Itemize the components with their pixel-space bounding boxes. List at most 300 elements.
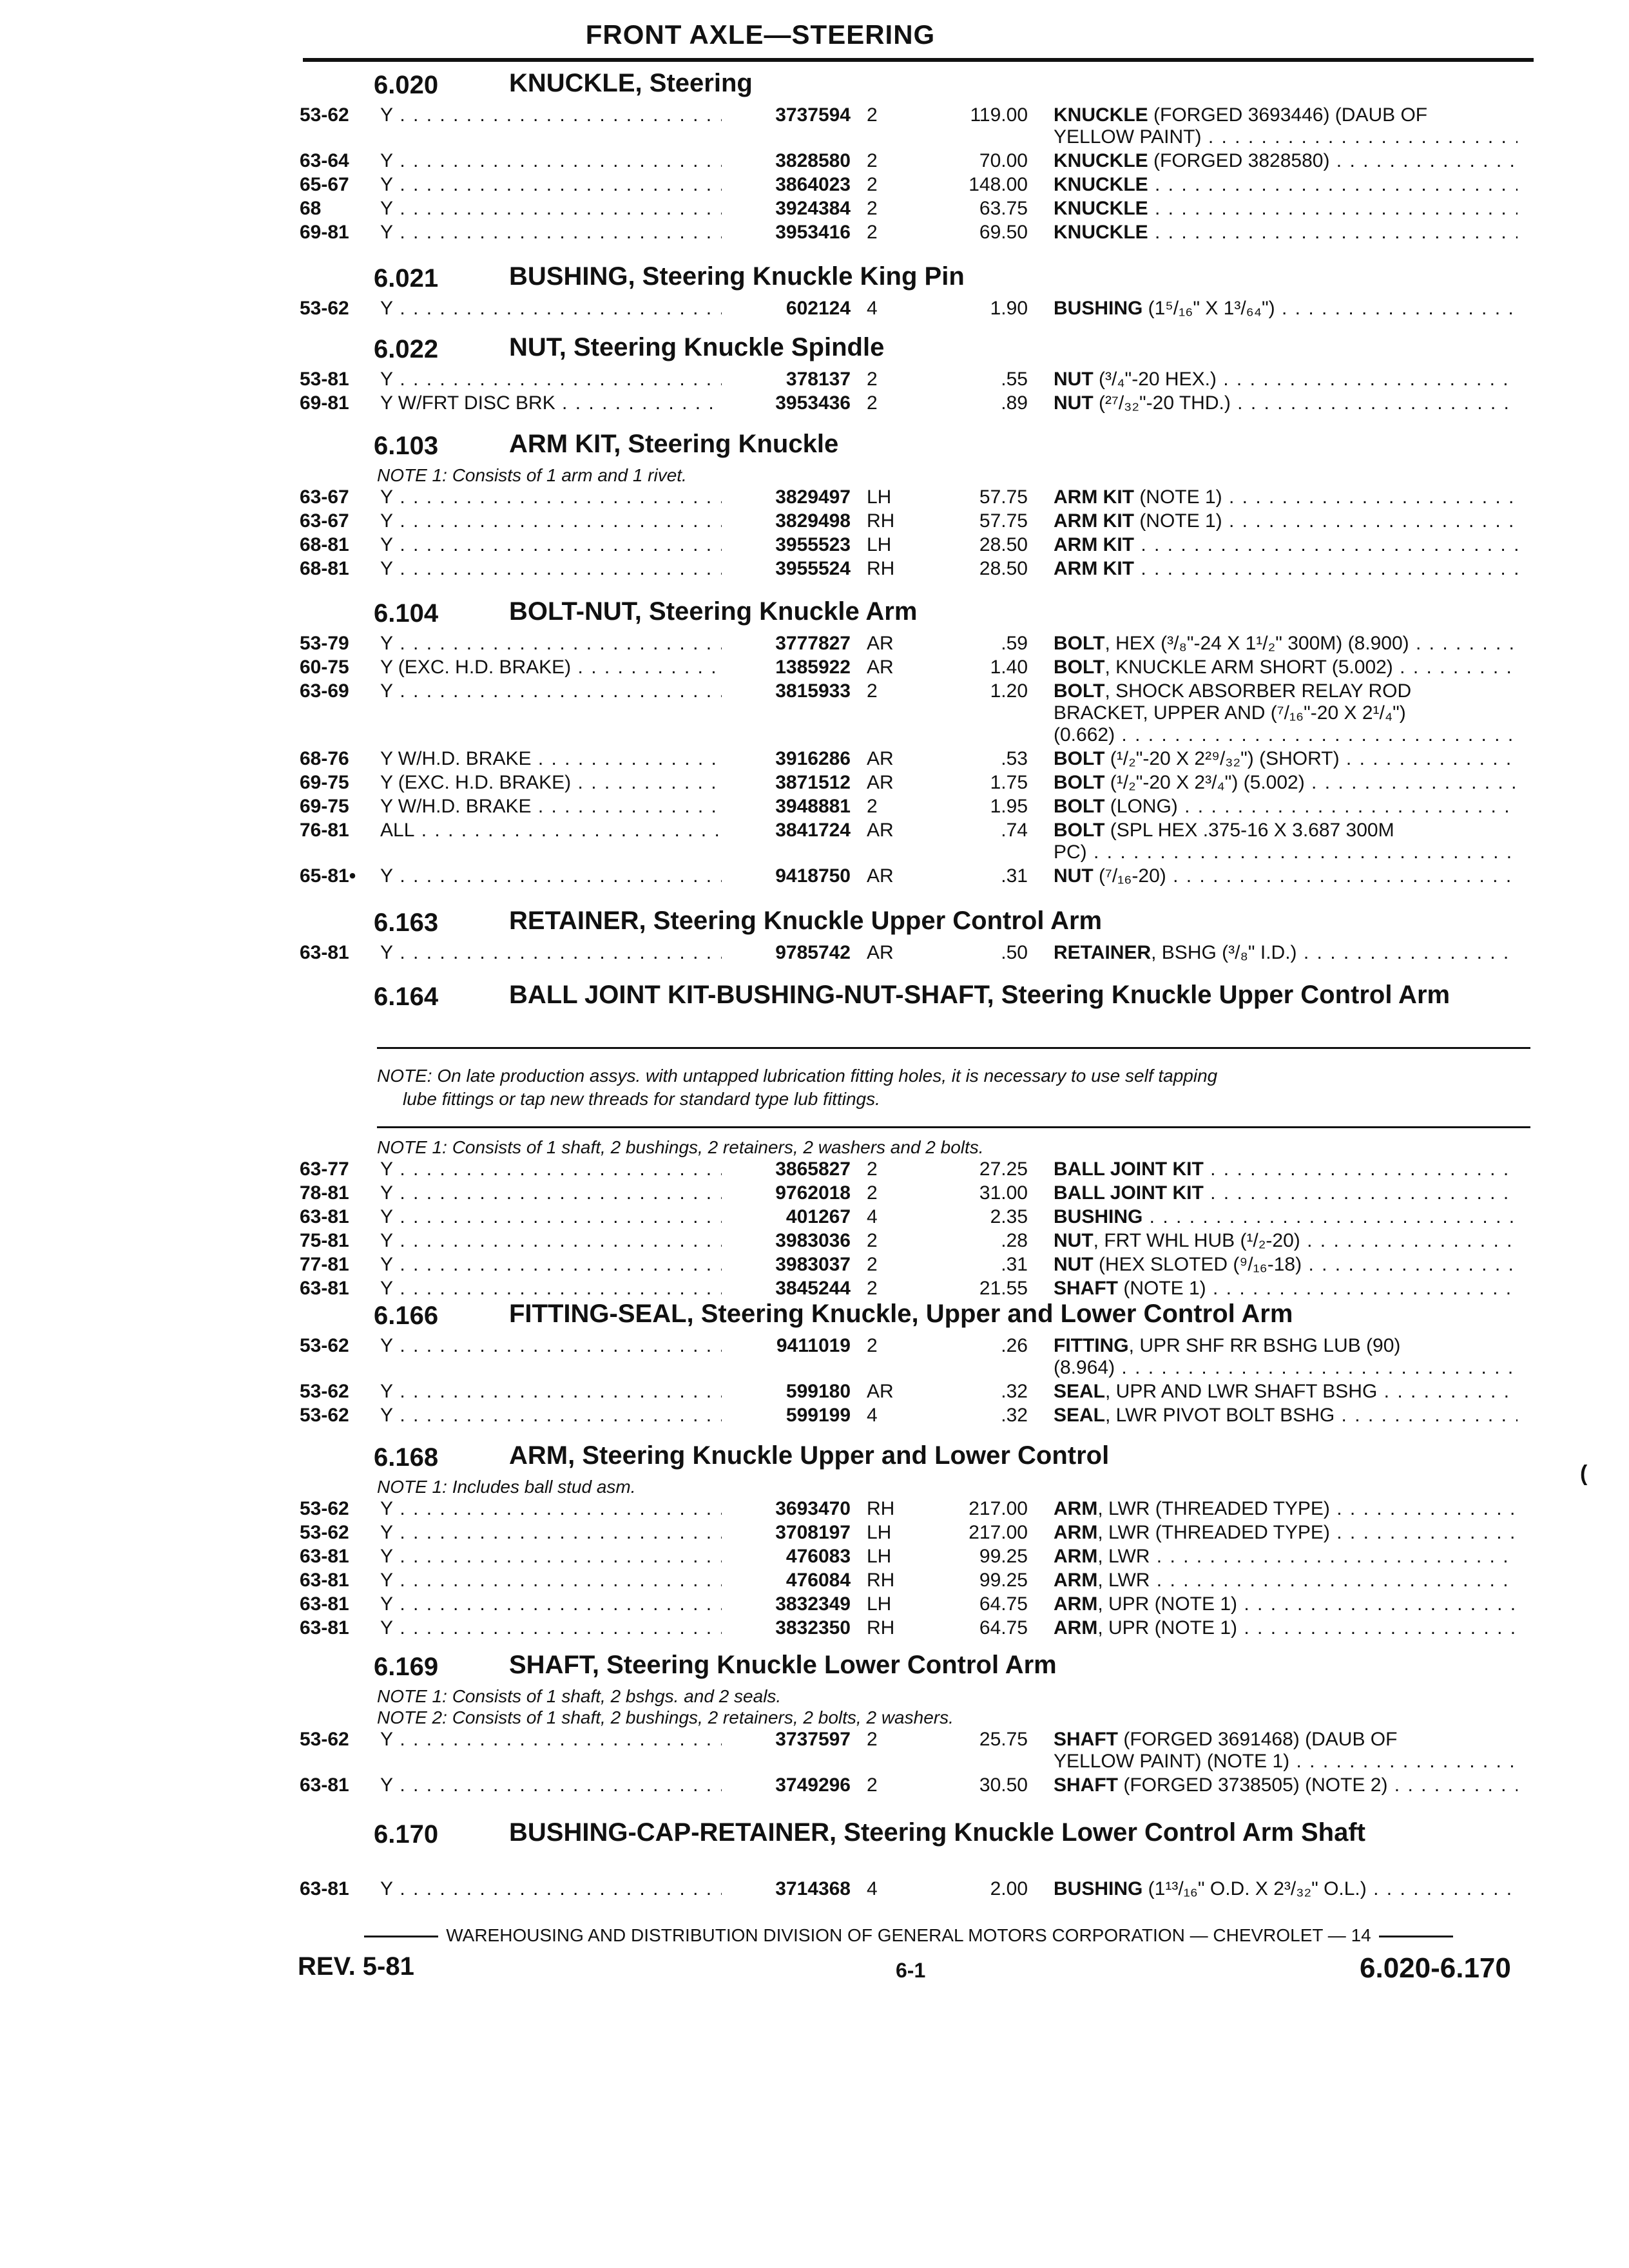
description-keyword: BALL JOINT KIT: [1054, 1182, 1204, 1204]
part-number: 3777827: [775, 633, 851, 654]
model-years: 63-67: [300, 510, 349, 532]
part-description: [1054, 1729, 1518, 1773]
description-line: [1054, 392, 1518, 414]
quantity: 2: [867, 1182, 878, 1204]
model-years: 68: [300, 198, 322, 219]
application: Y (EXC. H.D. BRAKE) . . .: [380, 772, 722, 794]
quantity: 2: [867, 392, 878, 414]
part-number: 3948881: [775, 796, 851, 817]
description-detail: , LWR (THREADED TYPE): [1097, 1522, 1330, 1543]
description-detail: (FORGED 3691468) (DAUB OF: [1118, 1729, 1398, 1750]
description-detail: (³/₄"-20 HEX.): [1093, 369, 1217, 390]
description-detail: , UPR AND LWR SHAFT BSHG: [1105, 1381, 1378, 1402]
description-line: [1054, 1335, 1518, 1357]
price: .31: [1001, 865, 1028, 887]
part-number: 3845244: [775, 1278, 851, 1299]
price: 1.75: [990, 772, 1028, 793]
part-description: [1054, 1546, 1518, 1568]
description-detail: (HEX SLOTED (⁹/₁₆-18): [1093, 1254, 1302, 1275]
price: 25.75: [979, 1729, 1028, 1750]
description-detail: , LWR: [1097, 1546, 1150, 1567]
description-keyword: ARM: [1054, 1498, 1098, 1519]
section-note: NOTE 2: Consists of 1 shaft, 2 bushings, 2 retainers, 2 bolts, 2 washers.: [377, 1707, 954, 1727]
price: 64.75: [979, 1593, 1028, 1615]
application: Y . . .: [380, 1158, 722, 1180]
part-number: 3749296: [775, 1774, 851, 1796]
lubrication-note-line-2: lube fittings or tap new threads for standard type lub fittings.: [403, 1089, 880, 1109]
description-detail: , UPR (NOTE 1): [1097, 1593, 1238, 1615]
part-description: [1054, 1182, 1518, 1204]
description-line: [1054, 534, 1518, 556]
section-number: 6.163: [374, 908, 439, 937]
description-detail: (FORGED 3828580): [1148, 150, 1330, 171]
quantity: 2: [867, 1335, 878, 1356]
quantity: AR: [867, 748, 894, 769]
price: 2.35: [990, 1206, 1028, 1227]
description-keyword: BALL JOINT KIT: [1054, 1158, 1204, 1180]
description-keyword: NUT: [1054, 1254, 1094, 1275]
part-number: 3829498: [775, 510, 851, 532]
application: Y . . .: [380, 510, 722, 532]
section-title: BALL JOINT KIT-BUSHING-NUT-SHAFT, Steering Knuckle Upper Control Arm: [509, 981, 1451, 1009]
quantity: LH: [867, 534, 892, 555]
part-number: 3832349: [775, 1593, 851, 1615]
description-keyword: ARM: [1054, 1593, 1098, 1615]
description-line: [1054, 369, 1518, 390]
margin-mark: (: [1580, 1461, 1588, 1486]
price: 64.75: [979, 1617, 1028, 1639]
price: 21.55: [979, 1278, 1028, 1299]
model-years: 63-69: [300, 680, 349, 702]
application: Y . . .: [380, 150, 722, 172]
description-keyword: ARM KIT: [1054, 510, 1134, 532]
quantity: 2: [867, 1729, 878, 1750]
model-years: 78-81: [300, 1182, 349, 1204]
section-title: BUSHING, Steering Knuckle King Pin: [509, 262, 965, 291]
section-title: BUSHING-CAP-RETAINER, Steering Knuckle Lower Control Arm Shaft: [509, 1818, 1365, 1847]
application: Y . . .: [380, 104, 722, 126]
part-number: 3865827: [775, 1158, 851, 1180]
price: 1.95: [990, 796, 1028, 817]
description-detail: (1¹³/₁₆" O.D. X 2³/₃₂" O.L.): [1142, 1878, 1367, 1899]
description-keyword: KNUCKLE: [1054, 104, 1148, 126]
model-years: 68-81: [300, 558, 349, 579]
description-keyword: BUSHING: [1054, 1878, 1143, 1899]
description-keyword: SEAL: [1054, 1405, 1106, 1426]
description-keyword: NUT: [1054, 865, 1094, 887]
part-description: [1054, 1335, 1518, 1379]
description-detail: (FORGED 3738505) (NOTE 2): [1118, 1774, 1388, 1796]
quantity: RH: [867, 1617, 895, 1639]
application: Y . . .: [380, 369, 722, 390]
description-line: [1054, 1570, 1518, 1591]
part-description: [1054, 1498, 1518, 1520]
part-number: 476083: [786, 1546, 851, 1567]
description-line: [1054, 198, 1518, 220]
description-detail: (²⁷/₃₂"-20 THD.): [1093, 392, 1231, 414]
part-description: [1054, 1405, 1518, 1427]
quantity: 4: [867, 298, 878, 319]
description-line: [1054, 841, 1518, 863]
application: Y . . .: [380, 1254, 722, 1276]
part-number: 3815933: [775, 680, 851, 702]
description-keyword: NUT: [1054, 1230, 1094, 1251]
part-number: 401267: [786, 1206, 851, 1227]
part-description: [1054, 1254, 1518, 1276]
model-years: 63-81: [300, 1278, 349, 1299]
part-description: [1054, 1593, 1518, 1615]
description-line: [1054, 174, 1518, 196]
description-keyword: ARM: [1054, 1546, 1098, 1567]
section-number: 6.166: [374, 1302, 439, 1330]
part-description: [1054, 1230, 1518, 1252]
part-description: [1054, 633, 1518, 655]
part-description: [1054, 1522, 1518, 1544]
description-line: [1054, 1774, 1518, 1796]
price: 28.50: [979, 534, 1028, 555]
price: 28.50: [979, 558, 1028, 579]
model-years: 53-62: [300, 1729, 349, 1750]
quantity: LH: [867, 1522, 892, 1543]
description-detail: , UPR SHF RR BSHG LUB (90): [1128, 1335, 1401, 1356]
description-keyword: BUSHING: [1054, 298, 1143, 319]
quantity: 4: [867, 1405, 878, 1426]
quantity: 2: [867, 1230, 878, 1251]
description-keyword: KNUCKLE: [1054, 198, 1148, 219]
model-years: 63-81: [300, 1878, 349, 1899]
description-keyword: FITTING: [1054, 1335, 1129, 1356]
price: 57.75: [979, 486, 1028, 508]
price: 70.00: [979, 150, 1028, 171]
description-line: [1054, 150, 1518, 172]
price: 69.50: [979, 222, 1028, 243]
model-years: 69-75: [300, 796, 349, 817]
quantity: 2: [867, 369, 878, 390]
description-keyword: KNUCKLE: [1054, 174, 1148, 195]
part-number: 3828580: [775, 150, 851, 171]
application: Y . . .: [380, 1570, 722, 1591]
section-number: 6.170: [374, 1820, 439, 1849]
model-years: 77-81: [300, 1254, 349, 1275]
description-line: [1054, 1522, 1518, 1544]
quantity: 2: [867, 222, 878, 243]
quantity: RH: [867, 510, 895, 532]
description-detail: , FRT WHL HUB (¹/₂-20): [1093, 1230, 1300, 1251]
quantity: 2: [867, 1158, 878, 1180]
page-title: FRONT AXLE—STEERING: [585, 19, 936, 50]
description-line: [1054, 1182, 1518, 1204]
model-years: 63-81: [300, 1617, 349, 1639]
application: Y . . .: [380, 486, 722, 508]
quantity: LH: [867, 486, 892, 508]
description-keyword: ARM KIT: [1054, 534, 1134, 555]
description-keyword: ARM KIT: [1054, 486, 1134, 508]
part-description: [1054, 1381, 1518, 1403]
part-number: 599199: [786, 1405, 851, 1426]
description-line: [1054, 104, 1518, 126]
application: Y . . .: [380, 1617, 722, 1639]
description-keyword: KNUCKLE: [1054, 222, 1148, 243]
part-number: 3953436: [775, 392, 851, 414]
model-years: 63-81: [300, 1570, 349, 1591]
section-title: RETAINER, Steering Knuckle Upper Control Arm: [509, 907, 1103, 935]
description-detail: (NOTE 1): [1118, 1278, 1206, 1299]
section-title: KNUCKLE, Steering: [509, 69, 753, 97]
part-description: [1054, 150, 1518, 172]
quantity: AR: [867, 633, 894, 654]
part-description: [1054, 298, 1518, 320]
description-line: [1054, 222, 1518, 244]
model-years: 75-81: [300, 1230, 349, 1251]
quantity: 4: [867, 1878, 878, 1899]
part-description: [1054, 174, 1518, 196]
application: Y . . .: [380, 1206, 722, 1228]
description-keyword: BUSHING: [1054, 1206, 1143, 1227]
application: Y . . .: [380, 1878, 722, 1900]
description-detail: (¹/₂"-20 X 2²⁹/₃₂") (SHORT): [1104, 748, 1340, 769]
revision-label: REV. 5-81: [298, 1952, 414, 1981]
application: Y W/H.D. BRAKE . . .: [380, 748, 722, 770]
price: 1.40: [990, 657, 1028, 678]
price: 217.00: [969, 1498, 1028, 1519]
description-line: [1054, 865, 1518, 887]
model-years: 68-81: [300, 534, 349, 555]
quantity: 2: [867, 198, 878, 219]
description-line: [1054, 702, 1518, 724]
part-number: 3714368: [775, 1878, 851, 1899]
description-line: [1054, 558, 1518, 580]
quantity: RH: [867, 1570, 895, 1591]
part-description: [1054, 657, 1518, 678]
description-detail: BRACKET, UPPER AND (⁷/₁₆"-20 X 2¹/₄"): [1054, 702, 1406, 724]
part-number: 1385922: [775, 657, 851, 678]
part-description: [1054, 942, 1518, 964]
part-description: [1054, 1158, 1518, 1180]
application: Y . . .: [380, 222, 722, 244]
description-keyword: BOLT: [1054, 772, 1105, 793]
application: Y . . .: [380, 865, 722, 887]
part-description: [1054, 1278, 1518, 1300]
description-detail: , LWR PIVOT BOLT BSHG: [1105, 1405, 1335, 1426]
description-keyword: SEAL: [1054, 1381, 1106, 1402]
description-detail: (FORGED 3693446) (DAUB OF: [1148, 104, 1428, 126]
model-years: 65-67: [300, 174, 349, 195]
quantity: 2: [867, 174, 878, 195]
section-note: NOTE 1: Consists of 1 shaft, 2 bshgs. and 2 seals.: [377, 1686, 782, 1706]
section-title: ARM, Steering Knuckle Upper and Lower Control: [509, 1441, 1110, 1470]
footer-division: WAREHOUSING AND DISTRIBUTION DIVISION OF GENERAL MOTORS CORPORATION — CHEVROLET — 14: [296, 1925, 1521, 1946]
description-line: [1054, 1230, 1518, 1252]
part-number: 9785742: [775, 942, 851, 963]
description-keyword: SHAFT: [1054, 1729, 1118, 1750]
model-years: 63-81: [300, 1774, 349, 1796]
application: ALL . . .: [380, 820, 722, 841]
description-line: [1054, 633, 1518, 655]
part-number: 3983036: [775, 1230, 851, 1251]
price: .32: [1001, 1381, 1028, 1402]
model-years: 63-67: [300, 486, 349, 508]
quantity: 2: [867, 680, 878, 702]
application: Y . . .: [380, 1278, 722, 1300]
description-line: [1054, 1878, 1518, 1900]
model-years: 53-62: [300, 1522, 349, 1543]
lubrication-note-line-1: NOTE: On late production assys. with untapped lubrication fitting holes, it is necessary to use self tapping: [377, 1066, 1218, 1086]
section-title: ARM KIT, Steering Knuckle: [509, 430, 839, 458]
quantity: 2: [867, 1278, 878, 1299]
description-detail: , KNUCKLE ARM SHORT (5.002): [1104, 657, 1393, 678]
price: 63.75: [979, 198, 1028, 219]
part-description: [1054, 680, 1518, 746]
section-title: BOLT-NUT, Steering Knuckle Arm: [509, 597, 918, 626]
quantity: 2: [867, 150, 878, 171]
description-keyword: BOLT: [1054, 796, 1105, 817]
description-detail: (⁷/₁₆-20): [1093, 865, 1166, 887]
application: Y . . .: [380, 1335, 722, 1357]
section-number: 6.022: [374, 335, 439, 363]
application: Y . . .: [380, 1546, 722, 1568]
quantity: 2: [867, 796, 878, 817]
model-years: 53-62: [300, 104, 349, 126]
description-line: [1054, 772, 1518, 794]
model-years: 69-75: [300, 772, 349, 793]
price: 99.25: [979, 1546, 1028, 1567]
description-keyword: ARM: [1054, 1570, 1098, 1591]
section-range: 6.020-6.170: [1360, 1952, 1511, 1984]
price: 2.00: [990, 1878, 1028, 1899]
part-number: 9762018: [775, 1182, 851, 1204]
quantity: AR: [867, 657, 894, 678]
description-line: [1054, 796, 1518, 818]
description-line: [1054, 1278, 1518, 1300]
quantity: AR: [867, 1381, 894, 1402]
section-number: 6.021: [374, 264, 439, 293]
part-number: 602124: [786, 298, 851, 319]
quantity: AR: [867, 772, 894, 793]
description-line: [1054, 942, 1518, 964]
part-number: 476084: [786, 1570, 851, 1591]
model-years: 63-81: [300, 1206, 349, 1227]
price: 1.90: [990, 298, 1028, 319]
application: Y . . .: [380, 680, 722, 702]
price: 217.00: [969, 1522, 1028, 1543]
section-note: NOTE 1: Consists of 1 arm and 1 rivet.: [377, 465, 687, 485]
description-line: [1054, 748, 1518, 770]
part-number: 3871512: [775, 772, 851, 793]
model-years: 53-62: [300, 1335, 349, 1356]
quantity: AR: [867, 865, 894, 887]
quantity: AR: [867, 942, 894, 963]
application: Y . . .: [380, 1182, 722, 1204]
part-number: 3955524: [775, 558, 851, 579]
description-detail: (NOTE 1): [1133, 486, 1222, 508]
part-number: 3737597: [775, 1729, 851, 1750]
part-number: 9411019: [776, 1335, 851, 1356]
description-line: [1054, 1357, 1518, 1379]
description-keyword: SHAFT: [1054, 1278, 1118, 1299]
application: Y . . .: [380, 633, 722, 655]
model-years: 53-62: [300, 1405, 349, 1426]
price: .50: [1001, 942, 1028, 963]
part-description: [1054, 748, 1518, 770]
part-description: [1054, 772, 1518, 794]
part-description: [1054, 369, 1518, 390]
price: 30.50: [979, 1774, 1028, 1796]
part-description: [1054, 558, 1518, 580]
model-years: 76-81: [300, 820, 349, 841]
description-line: [1054, 126, 1518, 148]
description-keyword: KNUCKLE: [1054, 150, 1148, 171]
application: Y . . .: [380, 298, 722, 320]
description-detail: (NOTE 1): [1133, 510, 1222, 532]
description-line: [1054, 510, 1518, 532]
quantity: LH: [867, 1546, 892, 1567]
description-detail: , HEX (³/₈"-24 X 1¹/₂" 300M) (8.900): [1104, 633, 1409, 654]
description-line: [1054, 1617, 1518, 1639]
description-line: [1054, 724, 1518, 746]
price: 119.00: [970, 104, 1028, 126]
model-years: 63-81: [300, 942, 349, 963]
model-years: 53-79: [300, 633, 349, 654]
application: Y . . .: [380, 1593, 722, 1615]
part-description: [1054, 1570, 1518, 1591]
description-line: [1054, 1381, 1518, 1403]
part-description: [1054, 820, 1518, 863]
description-keyword: BOLT: [1054, 657, 1105, 678]
application: Y . . .: [380, 1381, 722, 1403]
section-number: 6.020: [374, 71, 439, 99]
part-description: [1054, 222, 1518, 244]
description-detail: YELLOW PAINT) (NOTE 1): [1054, 1751, 1290, 1772]
model-years: 53-62: [300, 298, 349, 319]
description-line: [1054, 1206, 1518, 1228]
application: Y . . .: [380, 1230, 722, 1252]
description-line: [1054, 657, 1518, 678]
description-detail: (0.662): [1054, 724, 1115, 745]
price: .55: [1001, 369, 1028, 390]
lubrication-note: [377, 1047, 1530, 1128]
price: .28: [1001, 1230, 1028, 1251]
part-number: 3916286: [775, 748, 851, 769]
description-keyword: BOLT: [1054, 680, 1105, 702]
application: Y . . .: [380, 1729, 722, 1751]
description-line: [1054, 1498, 1518, 1520]
description-detail: , SHOCK ABSORBER RELAY ROD: [1104, 680, 1412, 702]
application: Y . . .: [380, 1522, 722, 1544]
description-line: [1054, 820, 1518, 841]
part-description: [1054, 1617, 1518, 1639]
part-description: [1054, 486, 1518, 508]
part-description: [1054, 104, 1518, 148]
model-years: 63-64: [300, 150, 349, 171]
section-title: SHAFT, Steering Knuckle Lower Control Arm: [509, 1651, 1057, 1679]
description-detail: , BSHG (³/₈" I.D.): [1151, 942, 1297, 963]
section-number: 6.164: [374, 983, 439, 1011]
part-number: 3708197: [775, 1522, 851, 1543]
part-number: 3953416: [775, 222, 851, 243]
part-number: 3829497: [775, 486, 851, 508]
model-years: 63-81: [300, 1546, 349, 1567]
model-years: 68-76: [300, 748, 349, 769]
description-keyword: BOLT: [1054, 820, 1105, 841]
price: 31.00: [979, 1182, 1028, 1204]
price: .89: [1001, 392, 1028, 414]
part-number: 3841724: [775, 820, 851, 841]
description-keyword: BOLT: [1054, 748, 1105, 769]
price: .32: [1001, 1405, 1028, 1426]
model-years: 53-62: [300, 1498, 349, 1519]
section-note: NOTE 1: Includes ball stud asm.: [377, 1477, 636, 1497]
price: 27.25: [979, 1158, 1028, 1180]
